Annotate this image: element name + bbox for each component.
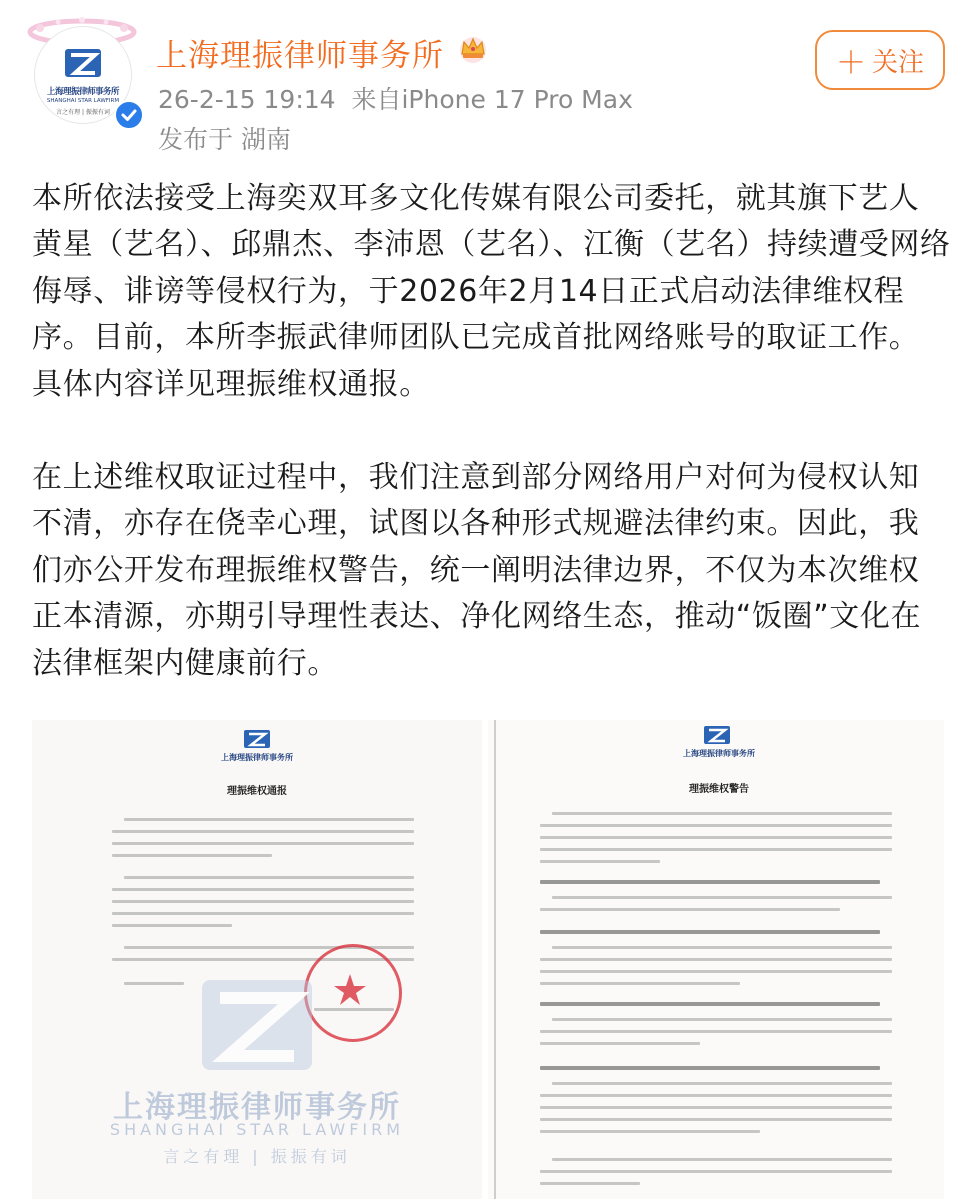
doc-firm-name: 上海理振律师事务所 (683, 749, 755, 758)
doc-text-line (540, 970, 892, 973)
doc-firm-name: 上海理振律师事务所 (221, 753, 293, 762)
doc-text-line (112, 912, 414, 915)
doc-text-line (540, 982, 740, 985)
crown-icon (456, 32, 490, 64)
doc-text-line (112, 888, 414, 891)
doc-text-line (540, 1182, 640, 1185)
account-name[interactable]: 上海理振律师事务所 (156, 38, 444, 74)
watermark-firm-name: 上海理振律师事务所 (113, 1090, 401, 1125)
doc-text-line (552, 1018, 892, 1021)
doc-question-line (540, 1002, 880, 1006)
doc-text-line (540, 1130, 760, 1133)
text-line: 正本清源，亦期引导理性表达、净化网络生态，推动“饭圈”文化在 (32, 599, 922, 635)
doc-text-line (112, 830, 414, 833)
doc-text-line (112, 900, 414, 903)
doc-text-line (540, 1170, 892, 1173)
image-fold-shadow (494, 720, 496, 1199)
doc-text-line (540, 836, 892, 839)
watermark-logo-icon (192, 970, 322, 1080)
doc-text-line (540, 824, 892, 827)
avatar-firm-name-en: SHANGHAI STAR LAWFIRM (46, 98, 120, 104)
text-line: 们亦公开发布理振维权警告，统一阐明法律边界，不仅为本次维权 (32, 552, 920, 588)
avatar-firm-name: 上海理振律师事务所 (46, 87, 119, 97)
doc-text-line (552, 1158, 892, 1161)
doc-text-line (124, 818, 414, 821)
doc-text-line (552, 812, 892, 815)
text-line: 序。目前，本所李振武律师团队已完成首批网络账号的取证工作。 (32, 320, 920, 356)
doc-text-line (552, 946, 892, 949)
doc-text-line (540, 848, 892, 851)
post-source: 来自iPhone 17 Pro Max (351, 85, 633, 114)
post-meta (158, 80, 633, 116)
doc-text-line (112, 924, 232, 927)
follow-button[interactable] (815, 30, 945, 90)
post-image-notice[interactable] (32, 720, 482, 1199)
plus-icon: ＋ (835, 46, 866, 81)
doc-question-line (540, 880, 880, 884)
doc-text-line (540, 1118, 892, 1121)
post-image-warning[interactable] (488, 720, 944, 1199)
doc-title: 理振维权通报 (227, 786, 287, 797)
doc-text-line (540, 1106, 892, 1109)
avatar-motto: 言之有理 | 振振有词 (56, 109, 110, 116)
text-line: 法律框架内健康前行。 (32, 645, 338, 681)
text-line: 侮辱、诽谤等侵权行为，于2026年2月14日正式启动法律维权程 (32, 273, 905, 309)
verified-badge-icon (114, 100, 144, 130)
doc-text-line (552, 896, 892, 899)
doc-text-line (124, 876, 414, 879)
text-line: 具体内容详见理振维权通报。 (32, 366, 430, 402)
text-line: 在上述维权取证过程中，我们注意到部分网络用户对何为侵权认知 (32, 460, 920, 495)
text-line: 黄星（艺名）、邱鼎杰、李沛恩（艺名）、江衡（艺名）持续遭受网络 (32, 227, 951, 263)
text-line: 不清，亦存在侥幸心理，试图以各种形式规避法律约束。因此，我 (32, 506, 920, 542)
doc-title: 理振维权警告 (689, 784, 749, 795)
doc-text-line (540, 860, 660, 863)
post-paragraph-1 (32, 176, 952, 408)
doc-text-line (552, 1082, 892, 1085)
post-location: 发布于 湖南 (158, 125, 291, 154)
doc-text-line (112, 842, 414, 845)
post-header (0, 0, 976, 160)
doc-question-line (540, 1066, 880, 1070)
doc-text-line (540, 1094, 892, 1097)
watermark-firm-name-en: SHANGHAI STAR LAWFIRM (109, 1120, 405, 1139)
post-paragraph-2 (32, 455, 952, 687)
doc-question-line (540, 930, 880, 934)
doc-text-line (540, 1030, 892, 1033)
doc-text-line (124, 982, 184, 985)
firm-logo-icon (702, 724, 732, 746)
post-timestamp: 26-2-15 19:14 (158, 85, 336, 114)
doc-text-line (540, 1042, 700, 1045)
doc-date-line (314, 1008, 394, 1011)
firm-logo-icon (61, 45, 105, 81)
doc-text-line (112, 854, 272, 857)
text-line: 本所依法接受上海奕双耳多文化传媒有限公司委托，就其旗下艺人 (32, 181, 920, 216)
firm-logo-icon (242, 728, 272, 750)
avatar[interactable] (28, 12, 136, 120)
doc-text-line (540, 908, 840, 911)
follow-label: 关注 (871, 47, 924, 78)
watermark-motto: 言之有理 | 振振有词 (163, 1147, 351, 1166)
doc-text-line (540, 958, 892, 961)
